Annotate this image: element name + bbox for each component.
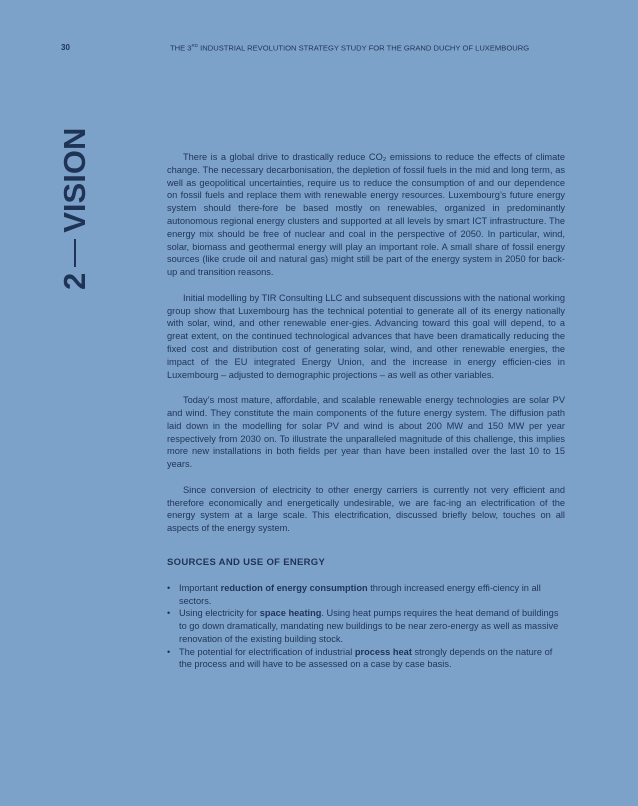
page-number: 30 bbox=[61, 43, 70, 52]
bullet-text: Important bbox=[179, 582, 221, 593]
bullet-item bbox=[167, 582, 565, 608]
bullet-text: The potential for electrification of industrial bbox=[179, 646, 355, 657]
chapter-title bbox=[57, 127, 94, 290]
chapter-dash bbox=[74, 239, 76, 267]
bullet-emphasis: reduction of energy consumption bbox=[220, 582, 368, 593]
bullet-text: strongly depends on the nature of the process and will have to be assessed on a case by case basis. bbox=[179, 646, 553, 670]
chapter-name: VISION bbox=[57, 127, 92, 233]
bullet-item bbox=[167, 646, 565, 672]
bullet-emphasis: process heat bbox=[354, 646, 412, 657]
body-text bbox=[167, 151, 565, 671]
paragraph: There is a global drive to drastically reduce CO₂ emissions to reduce the effects of climate change. The necessary decarbonisation, the depletion of fossil fuels in the mid and long term, as well as geopolitical uncertainties, require us to reduce the consumption of and our dependence on fossil fuels and replace them with renewable energy resources. Luxembourg’s future energy system should there-fore be based mostly on renewables, organized in predominantly autonomous regional energy clusters and supported at all levels by smart ICT infrastructure. The energy mix should be free of nuclear and coal in the perspective of 2050. In particular, wind, solar, biomass and geothermal energy will play an important role. A small share of fossil energy sources (like crude oil and natural gas) might still be part of the energy system in 2050 for back-up and transition reasons. bbox=[167, 152, 565, 278]
running-header-prefix: THE 3 bbox=[170, 43, 192, 53]
paragraph: Initial modelling by TIR Consulting LLC and subsequent discussions with the national working group show that Luxembourg has the technical potential to generate all of its energy nationally with solar, wind, and other renewable ener-gies. Advancing toward this goal will depend, to a great extent, on the continued technological advances that have been dramatically reducing the fixed cost and distribution cost of generating solar, wind, and other renewable energies, the impact of the EU integrated Energy Union, and the increase in energy efficien-cies in Luxembourg – adjusted to demographic projections – as well as other variables. bbox=[167, 292, 565, 380]
chapter-number: 2 bbox=[57, 272, 92, 290]
running-header-superscript: RD bbox=[191, 43, 199, 48]
section-heading: SOURCES AND USE OF ENERGY bbox=[167, 556, 326, 568]
bullet-item bbox=[167, 607, 565, 645]
bullet-emphasis: space heating bbox=[259, 608, 322, 619]
chapter-title-rotated bbox=[58, 128, 92, 290]
paragraph: Today’s most mature, affordable, and scalable renewable energy technologies are solar PV and wind. They constitute the main components of the future energy system. The diffusion path laid down in the modelling for solar PV and wind is about 200 MW and 150 MW per year respectively from 2030 on. To illustrate the unparalleled magnitude of this challenge, this implies more new installations in both fields per year than have been installed over the last 10 to 15 years. bbox=[167, 395, 565, 470]
bullet-text: . Using heat pumps requires the heat demand of buildings to go down dramatically, mandating new buildings to be near zero-energy as well as massive renovation of the existing building stock. bbox=[179, 608, 559, 644]
bullet-text: Using electricity for bbox=[179, 608, 260, 619]
running-header-suffix: INDUSTRIAL REVOLUTION STRATEGY STUDY FOR THE GRAND DUCHY OF LUXEMBOURG bbox=[198, 43, 530, 53]
bullet-text: through increased energy effi-ciency in all sectors. bbox=[179, 582, 541, 606]
running-header bbox=[170, 43, 529, 53]
paragraph: Since conversion of electricity to other energy carriers is currently not very efficient and therefore economically and energetically undesirable, we are fac-ing an electrification of the energy system at a large scale. This electrification, discussed briefly below, touches on all aspects of the energy system. bbox=[167, 484, 565, 534]
bullet-list bbox=[167, 582, 565, 672]
